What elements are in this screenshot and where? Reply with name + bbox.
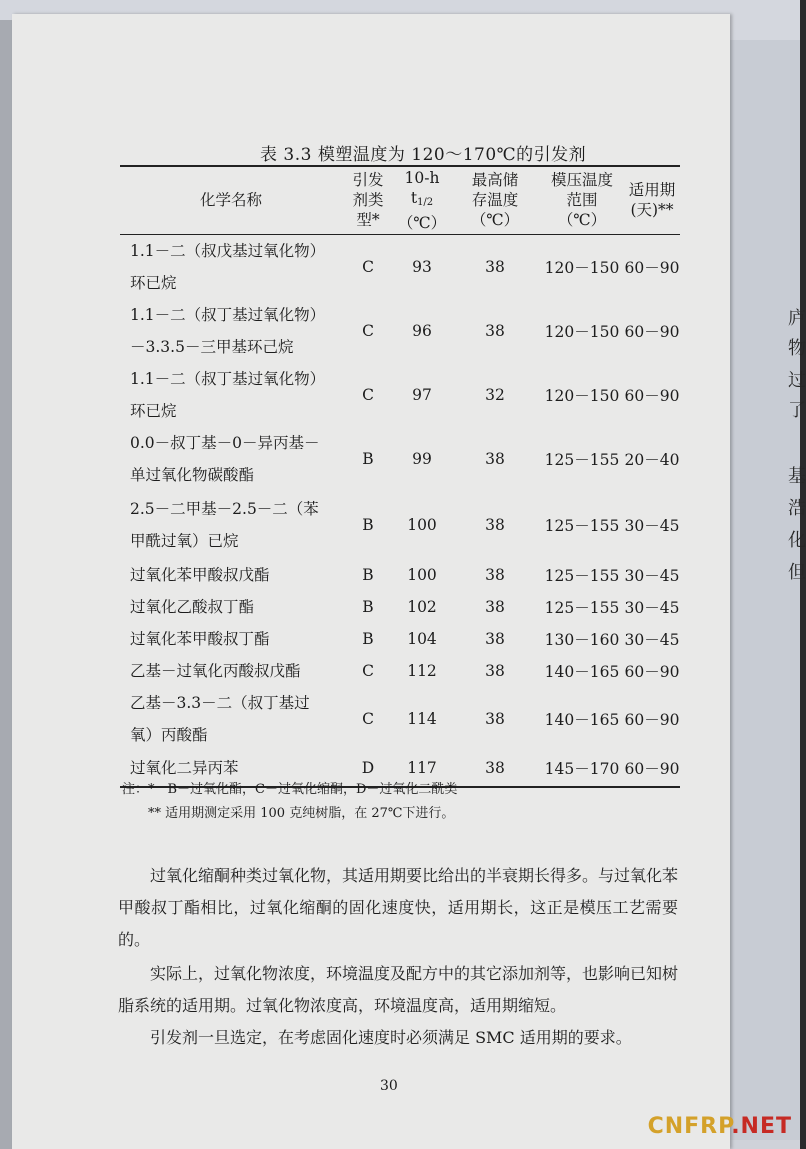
- adjacent-page-char: 物: [788, 338, 806, 359]
- cell-pot-life: 30－45: [624, 566, 680, 585]
- cell-initiator-type: B: [362, 629, 374, 648]
- chemical-name-line: 乙基－3.3－二（叔丁基过: [130, 693, 310, 712]
- initiator-table: [120, 165, 680, 788]
- adjacent-page-fragment: [730, 40, 806, 1140]
- cell-mold-temp: 130－160: [544, 630, 620, 649]
- header-mold-temp: 模压温度 范围 （℃）: [540, 166, 624, 234]
- cell-mold-temp: 125－155: [544, 598, 620, 617]
- cell-pot-life: 20－40: [624, 450, 680, 469]
- header-pot-life: 适用期 (天)**: [624, 166, 680, 234]
- chemical-name-line: 1.1－二（叔丁基过氧化物）: [130, 369, 326, 388]
- adjacent-page-char: 过: [788, 370, 806, 391]
- cell-half-life: 93: [412, 257, 432, 276]
- cell-chemical-name: [120, 299, 342, 363]
- cell-chemical-name: [120, 623, 342, 655]
- cell-half-life: 104: [407, 629, 437, 648]
- cell-initiator-type: B: [362, 449, 374, 468]
- chemical-name-line: 单过氧化物碳酸酯: [130, 465, 255, 484]
- table-notes: [122, 778, 457, 826]
- cell-pot-life: 30－45: [624, 598, 680, 617]
- cell-half-life: 114: [407, 709, 437, 728]
- cell-pot-life: 30－45: [624, 516, 680, 535]
- cell-chemical-name: [120, 491, 342, 559]
- cell-storage-temp: 38: [485, 709, 505, 728]
- cell-initiator-type: B: [362, 515, 374, 534]
- cell-initiator-type: D: [342, 751, 394, 787]
- page-number: 30: [380, 1078, 398, 1094]
- table-row: [120, 234, 680, 299]
- watermark-part: .NET: [731, 1114, 792, 1139]
- cell-initiator-type: C: [362, 709, 374, 728]
- site-watermark: [648, 1114, 792, 1139]
- cell-chemical-name: [120, 559, 342, 591]
- table-row: [120, 363, 680, 427]
- table-row: [120, 299, 680, 363]
- cell-mold-temp: 125－155: [544, 516, 620, 535]
- table-row: [120, 591, 680, 623]
- cell-chemical-name: [120, 234, 342, 299]
- adjacent-page-char: 浩: [788, 498, 806, 519]
- cell-pot-life: 60－90: [624, 386, 680, 405]
- cell-chemical-name: [120, 591, 342, 623]
- cell-pot-life: 30－45: [624, 630, 680, 649]
- chemical-name-line: 1.1－二（叔戊基过氧化物）: [130, 241, 326, 260]
- chemical-name-line: 环已烷: [130, 401, 177, 420]
- cell-chemical-name: [120, 363, 342, 427]
- cell-mold-temp: 145－170: [540, 751, 624, 787]
- body-paragraph: 引发剂一旦选定，在考虑固化速度时必须满足 SMC 适用期的要求。: [150, 1028, 632, 1047]
- cell-storage-temp: 38: [485, 449, 505, 468]
- header-half-life: 10-h $t_{1/2}$ （℃）: [394, 166, 450, 234]
- table-row: [120, 623, 680, 655]
- cell-initiator-type: C: [362, 661, 374, 680]
- cell-initiator-type: C: [362, 257, 374, 276]
- cell-half-life: 96: [412, 321, 432, 340]
- chemical-name-line: 过氧化乙酸叔丁酯: [130, 597, 255, 616]
- chemical-name-line: 氧）丙酸酯: [130, 725, 208, 744]
- cell-half-life: 100: [407, 565, 437, 584]
- table-caption: 表 3.3 模塑温度为 120～170℃的引发剂: [260, 145, 587, 165]
- body-paragraph: 实际上，过氧化物浓度，环境温度及配方中的其它添加剂等，也影响已知树脂系统的适用期。过氧化物浓度高，环境温度高，适用期缩短。: [118, 964, 679, 1015]
- adjacent-page-char: 但: [788, 562, 806, 583]
- table-row: [120, 427, 680, 491]
- cell-storage-temp: 38: [485, 661, 505, 680]
- cell-half-life: 100: [407, 515, 437, 534]
- cell-initiator-type: B: [362, 597, 374, 616]
- table-row: [120, 559, 680, 591]
- cell-half-life: 99: [412, 449, 432, 468]
- chemical-name-line: 过氧化苯甲酸叔戊酯: [130, 565, 270, 584]
- adjacent-page-char: 了: [788, 400, 806, 421]
- cell-storage-temp: 38: [485, 257, 505, 276]
- adjacent-page-char: 化: [788, 530, 806, 551]
- cell-mold-temp: 125－155: [544, 450, 620, 469]
- cell-mold-temp: 120－150: [544, 258, 620, 277]
- cell-half-life: 112: [407, 661, 437, 680]
- cell-initiator-type: C: [362, 385, 374, 404]
- cell-storage-temp: 38: [485, 515, 505, 534]
- table-note: ** 适用期测定采用 100 克纯树脂，在 27℃下进行。: [122, 806, 455, 821]
- cell-storage-temp: 38: [485, 321, 505, 340]
- adjacent-page-char: 庐: [788, 308, 806, 329]
- cell-half-life: 97: [412, 385, 432, 404]
- cell-storage-temp: 38: [485, 565, 505, 584]
- chemical-name-line: 0.0－叔丁基－0－异丙基－: [130, 433, 320, 452]
- cell-mold-temp: 120－150: [544, 322, 620, 341]
- cell-mold-temp: 140－165: [544, 710, 620, 729]
- cell-storage-temp: 38: [485, 597, 505, 616]
- chemical-name-line: 乙基－过氧化丙酸叔戊酯: [130, 661, 301, 680]
- chemical-name-line: 1.1－二（叔丁基过氧化物）: [130, 305, 326, 324]
- cell-chemical-name: [120, 687, 342, 751]
- table-note: 注：* B－过氧化酯，C－过氧化缩酮，D－过氧化二酰类: [122, 782, 458, 797]
- cell-chemical-name: [120, 655, 342, 687]
- cell-mold-temp: 125－155: [544, 566, 620, 585]
- cell-chemical-name: [120, 427, 342, 491]
- cell-half-life: 117: [394, 751, 450, 787]
- table-row: [120, 655, 680, 687]
- header-initiator-type: 引发 剂类 型*: [342, 166, 394, 234]
- chemical-name-line: 2.5－二甲基－2.5－二（苯: [130, 499, 319, 518]
- cell-pot-life: 60－90: [624, 710, 680, 729]
- body-paragraph: 过氧化缩酮种类过氧化物，其适用期要比给出的半衰期长得多。与过氧化苯甲酸叔丁酯相比，过氧化缩酮的固化速度快，适用期长，这正是模压工艺需要的。: [118, 866, 679, 949]
- table-header-row: [120, 166, 680, 234]
- table-row: [120, 687, 680, 751]
- adjacent-page-char: 基: [788, 466, 806, 487]
- cell-half-life: 102: [407, 597, 437, 616]
- chemical-name-line: 过氧化苯甲酸叔丁酯: [130, 629, 270, 648]
- chemical-name-line: －3.3.5－三甲基环己烷: [130, 337, 294, 356]
- cell-pot-life: 60－90: [624, 322, 680, 341]
- chemical-name-line: 甲酰过氧）已烷: [130, 531, 239, 550]
- table-row: [120, 491, 680, 559]
- header-name: 化学名称: [120, 166, 342, 234]
- cell-storage-temp: 38: [450, 751, 540, 787]
- cell-mold-temp: 120－150: [544, 386, 620, 405]
- watermark-part: CNFRP: [647, 1114, 732, 1139]
- header-storage-temp: 最高储 存温度 （℃）: [450, 166, 540, 234]
- cell-initiator-type: B: [362, 565, 374, 584]
- cell-pot-life: 60－90: [624, 662, 680, 681]
- cell-storage-temp: 32: [485, 385, 505, 404]
- chemical-name-line: 环已烷: [130, 273, 177, 292]
- cell-storage-temp: 38: [485, 629, 505, 648]
- cell-initiator-type: C: [362, 321, 374, 340]
- chemical-name-line: 过氧化二异丙苯: [130, 759, 239, 777]
- cell-pot-life: 60－90: [624, 751, 680, 787]
- cell-mold-temp: 140－165: [544, 662, 620, 681]
- cell-pot-life: 60－90: [624, 258, 680, 277]
